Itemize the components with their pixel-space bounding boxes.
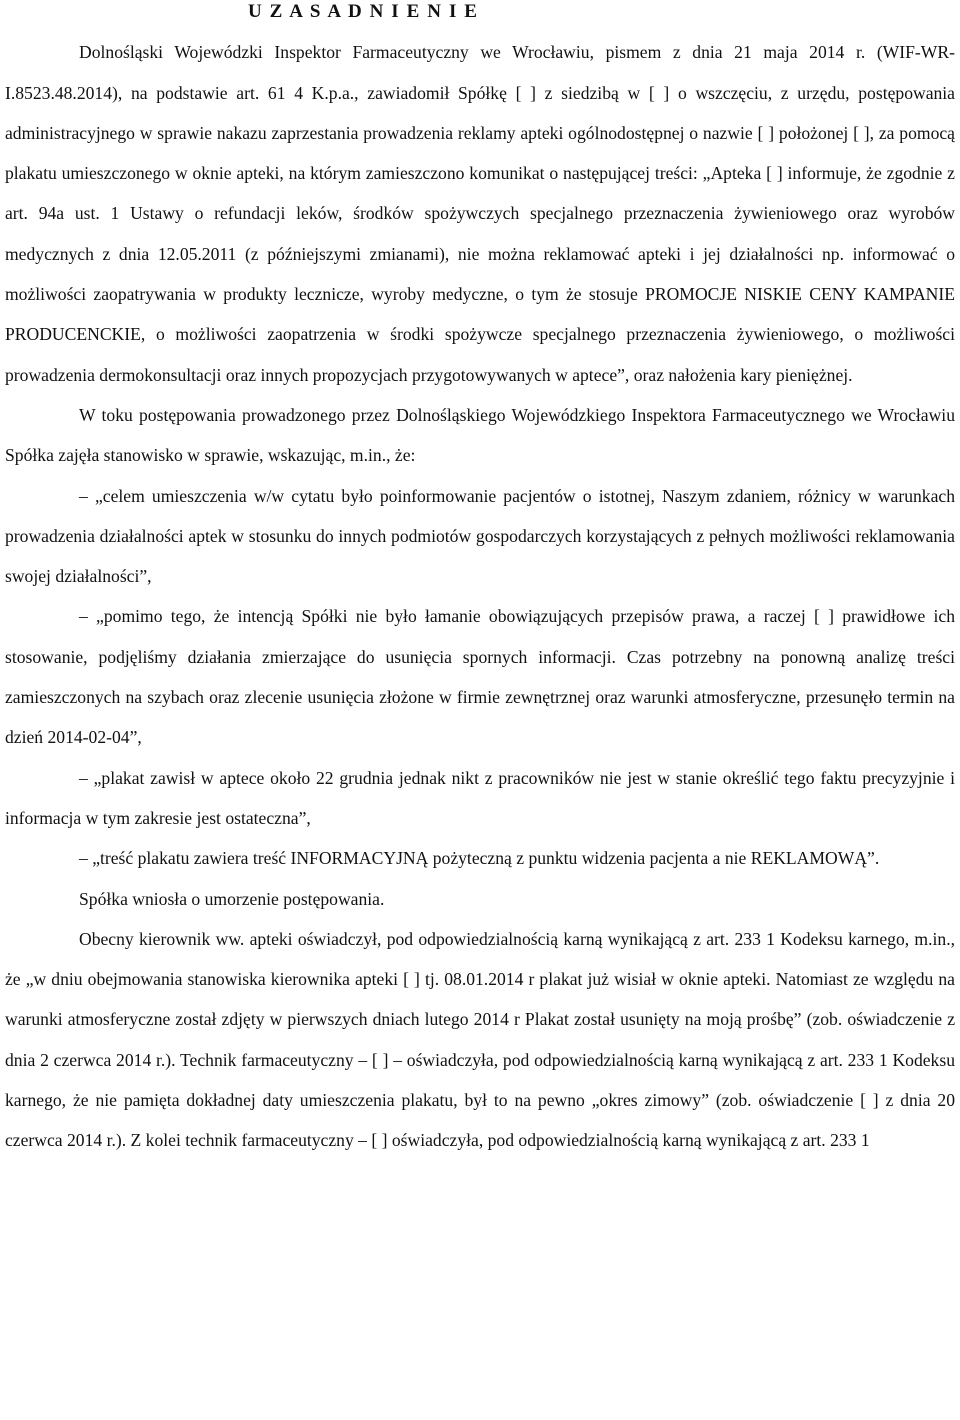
quote-item-date: – „plakat zawisł w aptece około 22 grudnia jednak nikt z pracowników nie jest w stanie określić tego faktu precyzyjnie i informacja w tym zakresie jest ostateczna”,	[5, 767, 955, 828]
paragraph-discontinuation-request: Spółka wniosła o umorzenie postępowania.	[79, 888, 385, 909]
paragraph-company-position: W toku postępowania prowadzonego przez Dolnośląskiego Wojewódzkiego Inspektora Farmaceutycznego we Wrocławiu Spółka zajęła stanowisko w sprawie, wskazując, m.in., że:	[5, 404, 955, 466]
paragraph-notification: Dolnośląski Wojewódzki Inspektor Farmaceutyczny we Wrocławiu, pismem z dnia 21 maja 2014 r. (WIF-WR-I.8523.48.2014), na podstawie art. 61 4 K.p.a., zawiadomił Spółkę [ ] z siedzibą w [ ] o wszczęciu, z urzędu, postępowania administracyjnego w sprawie nakazu zaprzestania prowadzenia reklamy apteki ogólnodostępnej o nazwie [ ] położonej [ ], za pomocą plakatu umieszczonego w oknie apteki, na którym zamieszczono komunikat o następującej treści: „Apteka [ ] informuje, że zgodnie z art. 94a ust. 1 Ustawy o refundacji leków, środków spożywczych specjalnego przeznaczenia żywieniowego oraz wyrobów medycznych z dnia 12.05.2011 (z późniejszymi zmianami), nie można reklamować apteki i jej działalności np. informować o możliwości zaopatrywania w produkty lecznicze, wyroby medyczne, o tym że stosuje PROMOCJE NISKIE CENY KAMPANIE PRODUCENCKIE, o możliwości zaopatrzenia w środki spożywcze specjalnego przeznaczenia żywieniowego, o możliwości prowadzenia dermokonsultacji oraz innych propozycjach przygotowywanych w aptece”, oraz nałożenia kary pieniężnej.	[5, 42, 955, 385]
document-page	[5, 0, 955, 1161]
quote-item-removal: – „pomimo tego, że intencją Spółki nie było łamanie obowiązujących przepisów prawa, a raczej [ ] prawidłowe ich stosowanie, podjęliśmy działania zmierzające do usunięcia spornych informacji. Czas potrzebny na ponowną analizę treści zamieszczonych na szybach oraz zlecenie usunięcia złożone w firmie zewnętrznej oraz warunki atmosferyczne, przesunęło termin na dzień 2014-02-04”,	[5, 606, 955, 748]
quote-item-purpose: – „celem umieszczenia w/w cytatu było poinformowanie pacjentów o istotnej, Naszym zdaniem, różnicy w warunkach prowadzenia działalności aptek w stosunku do innych podmiotów gospodarczych korzystających z pełnych możliwości reklamowania swojej działalności”,	[5, 485, 955, 587]
paragraph-statements: Obecny kierownik ww. apteki oświadczył, pod odpowiedzialnością karną wynikającą z art. 233 1 Kodeksu karnego, m.in., że „w dniu obejmowania stanowiska kierownika apteki [ ] tj. 08.01.2014 r plakat już wisiał w oknie apteki. Natomiast ze względu na warunki atmosferyczne został zdjęty w pierwszych dniach lutego 2014 r Plakat został usunięty na moją prośbę” (zob. oświadczenie z dnia 2 czerwca 2014 r.). Technik farmaceutyczny – [ ] – oświadczyła, pod odpowiedzialnością karną wynikającą z art. 233 1 Kodeksu karnego, że nie pamięta dokładnej daty umieszczenia plakatu, był to na pewno „okres zimowy” (zob. oświadczenie [ ] z dnia 20 czerwca 2014 r.). Z kolei technik farmaceutyczny – [ ] oświadczyła, pod odpowiedzialnością karną wynikającą z art. 233 1	[5, 928, 955, 1151]
quote-item-content: – „treść plakatu zawiera treść INFORMACYJNĄ pożyteczną z punktu widzenia pacjenta a nie REKLAMOWĄ”.	[79, 848, 880, 869]
document-heading: U Z A S A D N I E N I E	[248, 1, 479, 22]
